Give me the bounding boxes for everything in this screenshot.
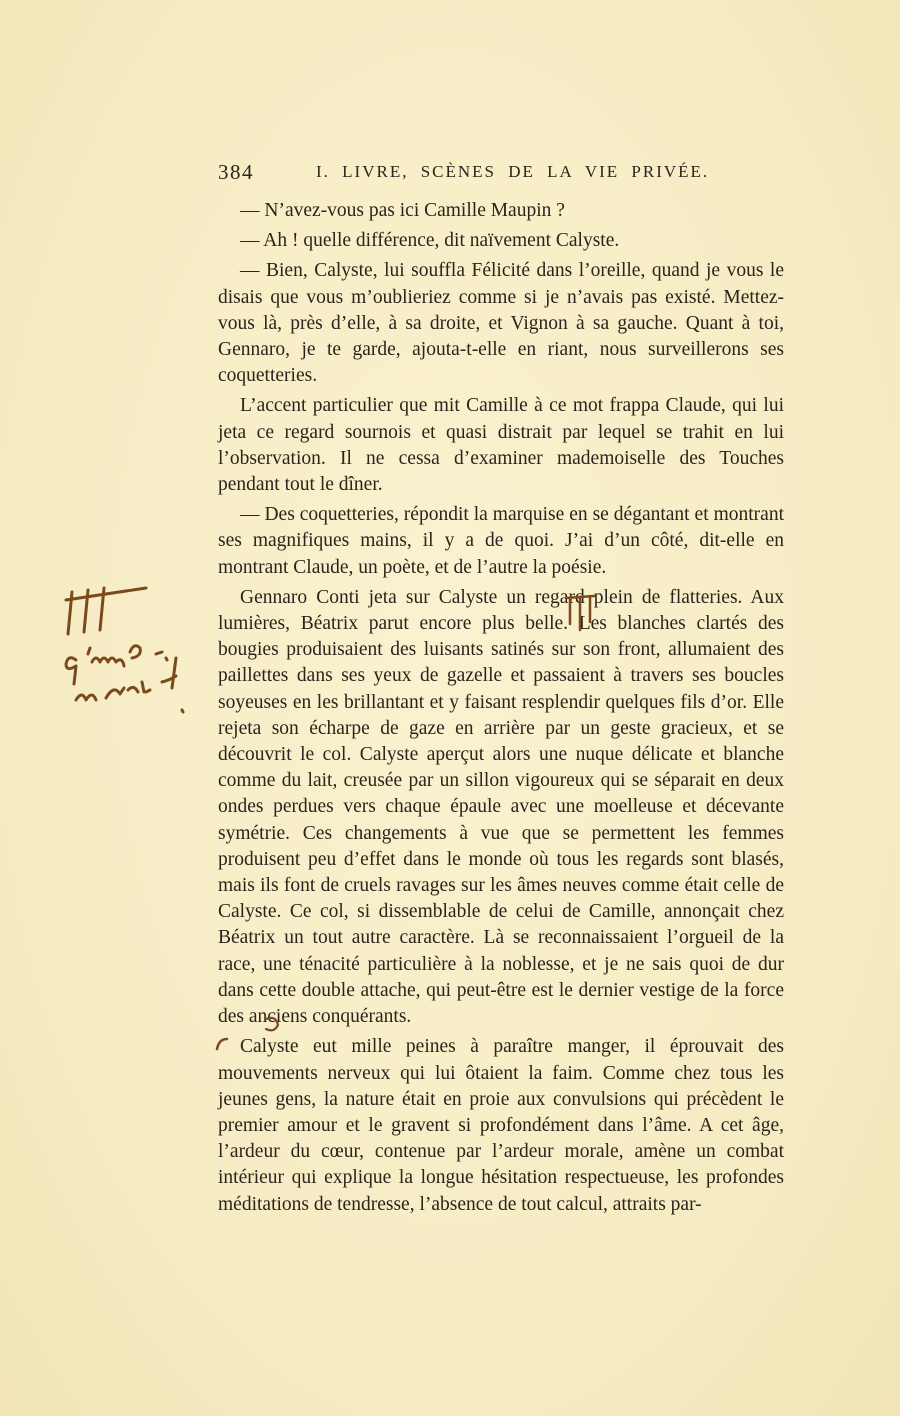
- insert-mark-icon: [213, 1036, 231, 1052]
- closing-mark-icon: [262, 1015, 282, 1033]
- paragraph-5: — Des coquetteries, répondit la marquise en se dégantant et montrant ses magnifiques mains, il y a de quoi. J’ai d’un côté, dit-elle en montrant Claude, un poète, et de l’autre la poésie.: [218, 504, 784, 578]
- paragraph-1: — N’avez-vous pas ici Camille Maupin ?: [240, 200, 565, 221]
- handwriting-icon: [58, 582, 208, 732]
- body-text: [218, 198, 784, 1222]
- paragraph-7: Calyste eut mille peines à paraître manger, il éprouvait des mouvements nerveux qui lui ôtaient la faim. Comme chez tous les jeunes gens, la nature était en proie aux convulsions qui précèdent le premier amour et le gravent si profondément dans l’âme. A cet âge, l’ardeur du cœur, contenue par l’ardeur morale, amène un combat intérieur qui explique la longue hésitation respectueuse, les profondes méditations de tendresse, l’absence de tout calcul, attraits par-: [218, 1036, 784, 1215]
- page-number: 384: [218, 160, 254, 184]
- paragraph-2: — Ah ! quelle différence, dit naïvement Calyste.: [240, 230, 620, 252]
- page-header: [218, 160, 784, 190]
- paragraph-4: L’accent particulier que mit Camille à ce mot frappa Claude, qui lui jeta ce regard sournois et quasi distrait par lequel se trahit en lui l’observation. Il ne cessa d’examiner mademoiselle des Touches pendant tout le dîner.: [218, 395, 784, 496]
- handwritten-margin-note: [58, 582, 208, 732]
- paragraph-3: — Bien, Calyste, lui souffla Félicité dans l’oreille, quand je vous le disais que vous m’oublieriez comme si je n’avais pas existé. Mettez-vous là, près d’elle, à sa droite, et Vignon à sa gauche. Quant à toi, Gennaro, je te garde, ajouta-t-elle en riant, nous surveillerons ses coquetteries.: [218, 260, 784, 387]
- paragraph-6: Gennaro Conti jeta sur Calyste un regard plein de flatteries. Aux lumières, Béatrix parut encore plus belle. Les blanches clartés des bougies produisaient des luisants satinés sur son front, allumaient des paillettes dans ses yeux de gazelle et passaient à travers ses boucles soyeuses en les brillantant et y faisant resplendir quelques fils d’or. Elle rejeta son écharpe de gaze en arrière par un geste gracieux, et se découvrit le col. Calyste aperçut alors une nuque délicate et blanche comme du lait, creusée par un sillon vigoureux qui se séparait en deux ondes perdues vers chaque épaule avec une moelleuse et décevante symétrie. Ces changements à vue que se permettent les femmes produisent peu d’effet dans le monde où tous les regards sont blasés, mais ils font de cruels ravages sur les âmes neuves comme était celle de Calyste. Ce col, si dissemblable de celui de Camille, annonçait chez Béatrix un tout autre caractère. Là se reconnaissaient l’orgueil de la race, une ténacité particulière à la noblesse, et je ne sais quoi de dur dans cette double attache, qui peut-être est le dernier vestige de la force des anciens conquérants.: [218, 586, 784, 1028]
- proof-mark-icon: [560, 594, 600, 636]
- running-head: I. LIVRE, SCÈNES DE LA VIE PRIVÉE.: [316, 162, 710, 181]
